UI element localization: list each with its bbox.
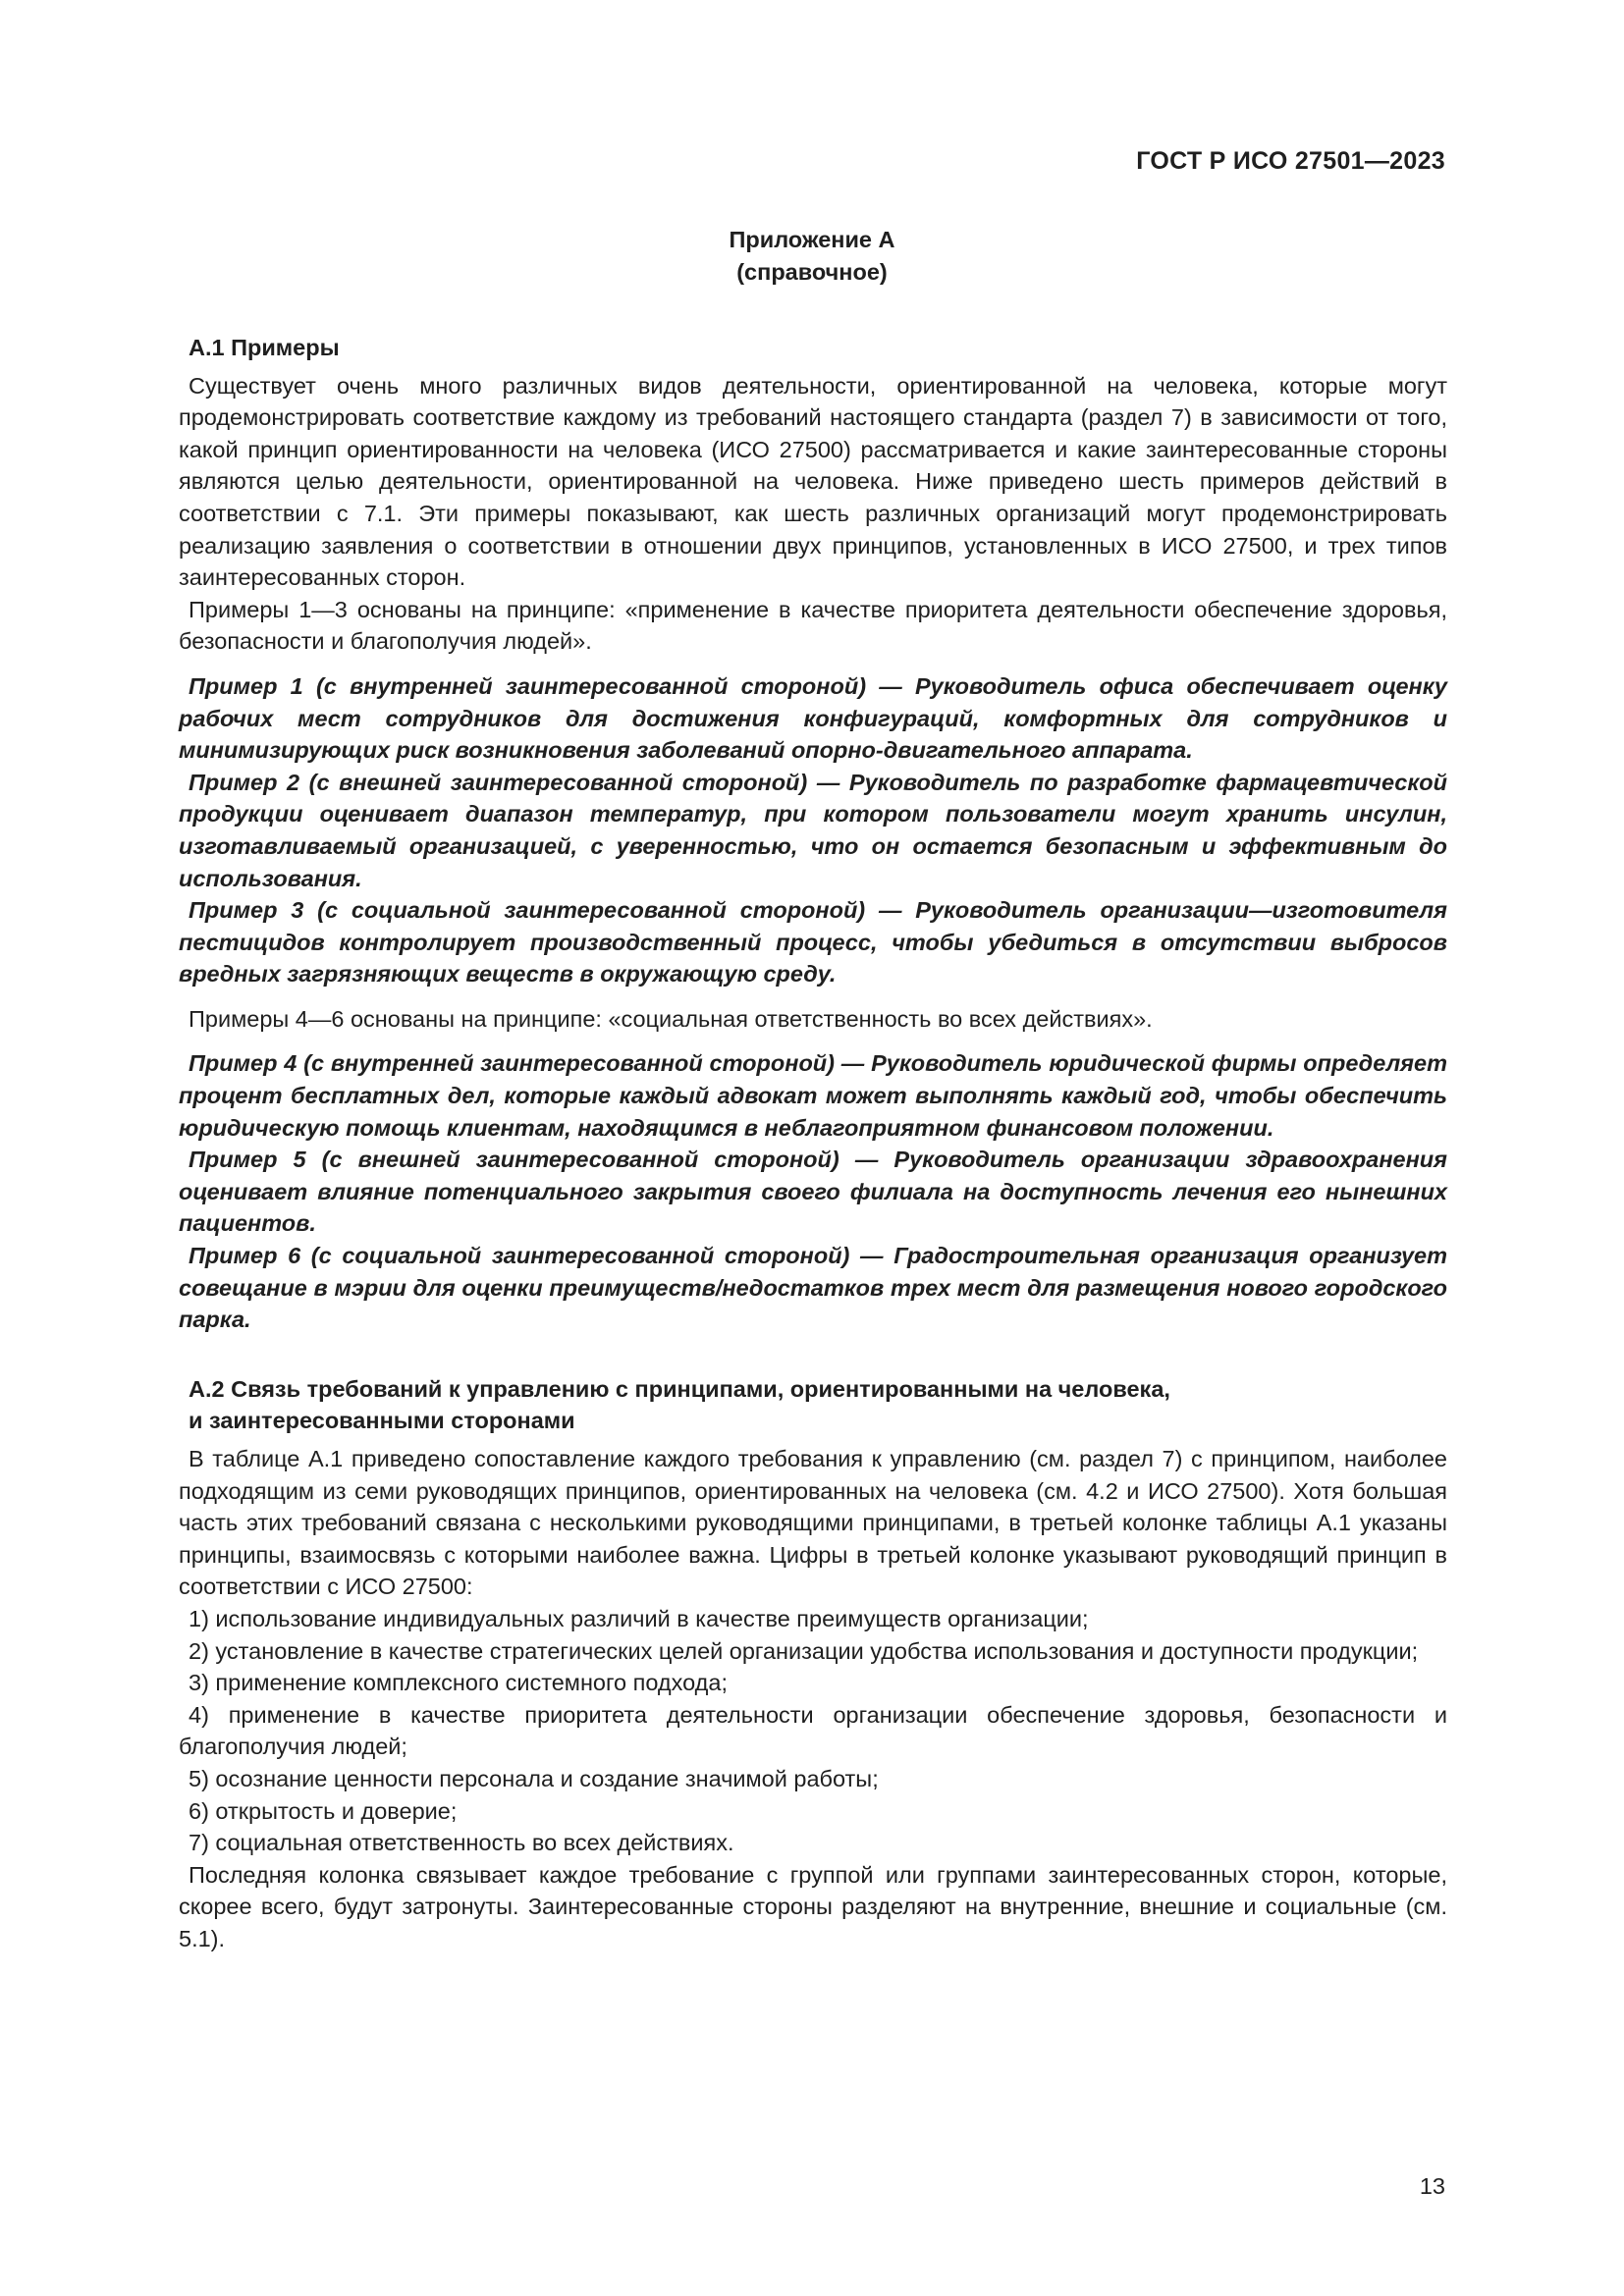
principle-item: 2) установление в качестве стратегических целей организации удобства использования и доступности продукции;	[189, 1637, 1419, 1664]
group2-intro: Примеры 4—6 основаны на принципе: «социальная ответственность во всех действиях».	[189, 1005, 1153, 1032]
standard-designation: ГОСТ Р ИСО 27501—2023	[1136, 147, 1445, 175]
principle-item: 4) применение в качестве приоритета деятельности организации обеспечение здоровья, безопасности и благополучия людей;	[179, 1701, 1447, 1760]
section-a2-heading-line1: А.2 Связь требований к управлению с принципами, ориентированными на человека,	[189, 1375, 1170, 1402]
document-body	[179, 332, 1447, 1955]
example-6: Пример 6 (с социальной заинтересованной стороной) — Градостроительная организация организует совещание в мэрии для оценки преимуществ/недостатков трех мест для размещения нового городского парка.	[179, 1243, 1447, 1333]
section-a1-heading: А.1 Примеры	[189, 335, 340, 360]
section-a2-intro: В таблице А.1 приведено сопоставление каждого требования к управлению (см. раздел 7) с принципом, наиболее подходящим из семи руководящих принципов, ориентированных на человека (см. 4.2 и ИСО 27500). Хотя большая часть этих требований связана с несколькими руководящими принципами, в третьей колонке таблицы А.1 указаны принципы, взаимосвязь с которыми наиболее важна. Цифры в третьей колонке указывают руководящий принцип в соответствии с ИСО 27500:	[179, 1446, 1447, 1600]
principle-item: 6) открытость и доверие;	[189, 1797, 458, 1824]
group1-intro: Примеры 1—3 основаны на принципе: «применение в качестве приоритета деятельности обеспечение здоровья, безопасности и благополучия людей».	[179, 596, 1447, 655]
example-1: Пример 1 (с внутренней заинтересованной стороной) — Руководитель офиса обеспечивает оценку рабочих мест сотрудников для достижения конфигураций, комфортных для сотрудников и минимизирующих риск возникновения заболеваний опорно-двигательного аппарата.	[179, 672, 1447, 764]
appendix-title-block	[0, 224, 1624, 289]
section-a2-closing: Последняя колонка связывает каждое требование с группой или группами заинтересованных сторон, которые, скорее всего, будут затронуты. Заинтересованные стороны разделяют на внутренние, внешние и социальные (см. 5.1).	[179, 1861, 1447, 1951]
page-number: 13	[1419, 2173, 1445, 2199]
principle-item: 5) осознание ценности персонала и создание значимой работы;	[189, 1765, 879, 1791]
example-3: Пример 3 (с социальной заинтересованной стороной) — Руководитель организации—изготовителя пестицидов контролирует производственный процесс, чтобы убедиться в отсутствии выбросов вредных загрязняющих веществ в окружающую среду.	[179, 897, 1447, 988]
section-a1-intro: Существует очень много различных видов деятельности, ориентированной на человека, которые могут продемонстрировать соответствие каждому из требований настоящего стандарта (раздел 7) в зависимости от того, какой принцип ориентированности на человека (ИСО 27500) рассматривается и какие заинтересованные стороны являются целью деятельности, ориентированной на человека. Ниже приведено шесть примеров действий в соответствии с 7.1. Эти примеры показывают, как шесть различных организаций могут продемонстрировать реализацию заявления о соответствии в отношении двух принципов, установленных в ИСО 27500, и трех типов заинтересованных сторон.	[179, 372, 1447, 591]
example-4: Пример 4 (с внутренней заинтересованной стороной) — Руководитель юридической фирмы определяет процент бесплатных дел, которые каждый адвокат может выполнять каждый год, чтобы обеспечить юридическую помощь клиентам, находящимся в неблагоприятном финансовом положении.	[179, 1050, 1447, 1141]
principle-item: 7) социальная ответственность во всех действиях.	[189, 1830, 734, 1856]
section-a2-heading-line2: и заинтересованными сторонами	[189, 1408, 575, 1434]
principle-item: 1) использование индивидуальных различий в качестве преимуществ организации;	[189, 1605, 1089, 1631]
example-2: Пример 2 (с внешней заинтересованной стороной) — Руководитель по разработке фармацевтической продукции оценивает диапазон температур, при котором пользователи могут хранить инсулин, изготавливаемый организацией, с уверенностью, что он остается безопасным и эффективным до использования.	[179, 769, 1447, 891]
appendix-subtitle: (справочное)	[736, 259, 888, 285]
example-5: Пример 5 (с внешней заинтересованной стороной) — Руководитель организации здравоохранения оценивает влияние потенциального закрытия своего филиала на доступность лечения его нынешних пациентов.	[179, 1147, 1447, 1237]
appendix-title: Приложение А	[729, 227, 895, 252]
principle-item: 3) применение комплексного системного подхода;	[189, 1670, 728, 1696]
